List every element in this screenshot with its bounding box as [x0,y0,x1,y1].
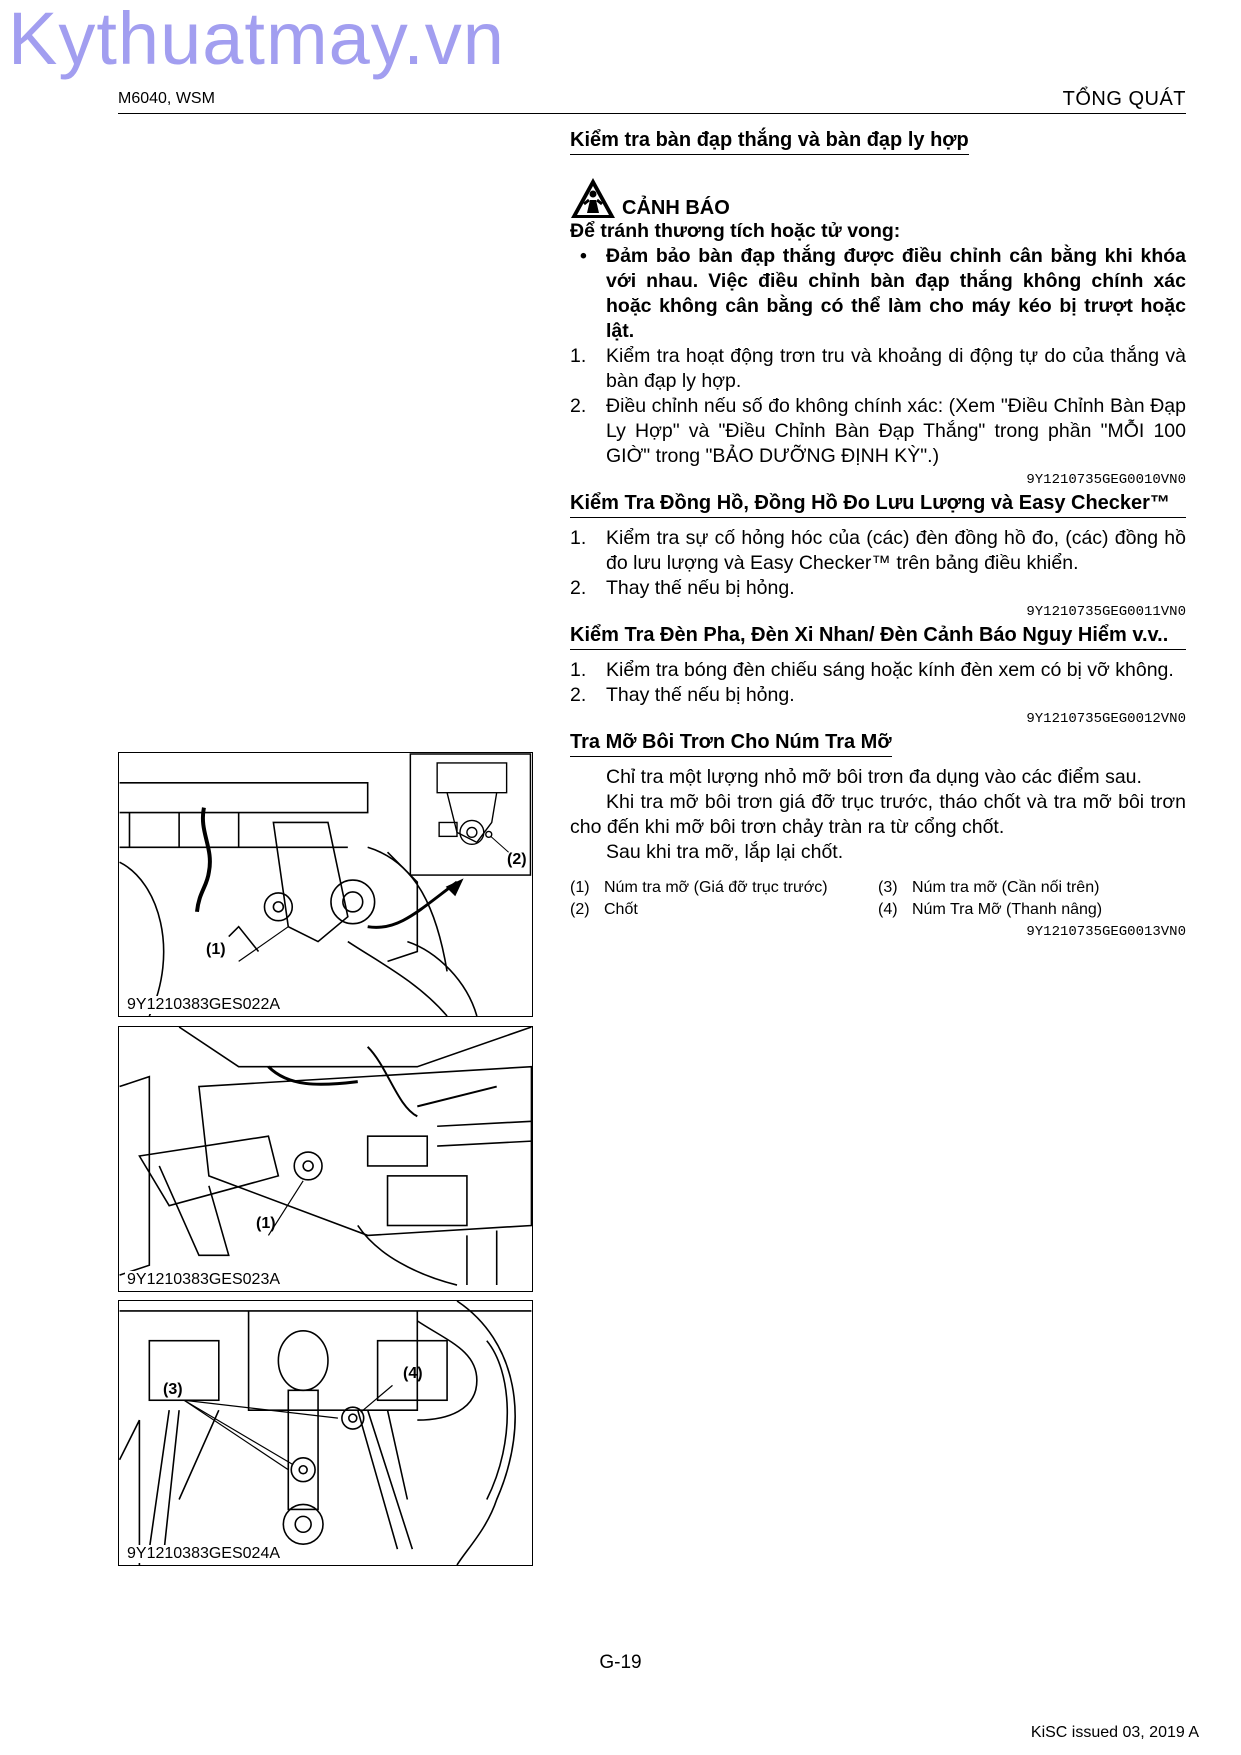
step-text: Thay thế nếu bị hỏng. [606,577,795,599]
step-number: 2. [570,577,587,599]
figure-front-axle-under [118,1026,533,1292]
legend-item [878,877,1186,899]
section-brake-clutch [570,128,1186,489]
step-text: Thay thế nếu bị hỏng. [606,684,795,706]
figure-illustration [119,753,532,1016]
page-number: G-19 [599,1652,642,1673]
legend-text: Núm Tra Mỡ (Thanh nâng) [912,901,1103,918]
step-number: 1. [570,345,587,367]
warning-subtitle: Để tránh thương tích hoặc tử vong: [570,220,901,242]
figure-illustration [119,1301,532,1565]
step-item [570,394,1186,469]
bullet-dot: • [580,245,587,267]
step-item [570,576,1186,601]
figure-three-point-hitch [118,1300,533,1566]
step-text: Kiểm tra sự cố hỏng hóc của (các) đèn đồng hồ đo, (các) đồng hồ đo lưu lượng và Easy Checker™ trên bảng điều khiển. [606,527,1186,574]
paragraph: Khi tra mỡ bôi trơn giá đỡ trục trước, tháo chốt và tra mỡ bôi trơn cho đến khi mỡ bôi trơn chảy tràn ra từ cổng chốt. [570,791,1186,838]
section-title: Kiểm Tra Đồng Hồ, Đồng Hồ Đo Lưu Lượng và Easy Checker™ [570,491,1186,518]
legend-number: (4) [878,901,898,918]
step-number: 1. [570,659,587,681]
legend-item [570,899,878,921]
legend-item [570,877,878,899]
doc-code: 9Y1210735GEG0012VN0 [1026,711,1186,727]
warning-header [570,177,1186,219]
paragraph: Sau khi tra mỡ, lắp lại chốt. [606,841,844,863]
figure-code: 9Y1210383GES023A [127,1271,281,1288]
figure-illustration [119,1027,532,1291]
bullet-text: Đảm bảo bàn đạp thắng được điều chỉnh cân bằng khi khóa với nhau. Việc điều chỉnh bàn đạp thắng không chính xác hoặc không cân bằng có thể làm cho máy kéo bị trượt hoặc lật. [606,245,1186,342]
figure-code: 9Y1210383GES022A [127,996,281,1013]
step-item [570,683,1186,708]
callout-1: (1) [256,1215,276,1232]
legend-text: Núm tra mỡ (Cần nối trên) [912,879,1100,896]
paragraph: Chỉ tra một lượng nhỏ mỡ bôi trơn đa dụng vào các điểm sau. [606,766,1142,788]
step-number: 2. [570,395,587,417]
legend-number: (1) [570,879,590,896]
doc-code: 9Y1210735GEG0011VN0 [1026,604,1186,620]
section-gauges [570,491,1186,621]
step-text: Kiểm tra hoạt động trơn tru và khoảng di động tự do của thắng và bàn đạp ly hợp. [606,345,1186,392]
legend-number: (3) [878,879,898,896]
section-title: Kiểm tra bàn đạp thắng và bàn đạp ly hợp [570,128,969,155]
header-section: TỔNG QUÁT [1062,88,1186,110]
figure-code: 9Y1210383GES024A [127,1545,281,1562]
callout-4: (4) [403,1365,423,1382]
step-item [570,344,1186,394]
doc-code: 9Y1210735GEG0010VN0 [1026,472,1186,488]
watermark: Kythuatmay.vn [8,0,505,80]
text-column [570,128,1186,943]
legend-number: (2) [570,901,590,918]
warning-label: CẢNH BÁO [622,197,730,219]
header-rule [118,113,1186,114]
doc-code: 9Y1210735GEG0013VN0 [1026,924,1186,940]
callout-1: (1) [206,941,226,958]
step-number: 1. [570,527,587,549]
section-grease [570,730,1186,941]
warning-icon [570,177,616,219]
step-text: Điều chỉnh nếu số đo không chính xác: (Xem "Điều Chỉnh Bàn Đạp Ly Hợp" và "Điều Chỉnh Bàn Đạp Thắng" trong phần "MỖI 100 GIỜ" trong "BẢO DƯỠNG ĐỊNH KỲ".) [606,395,1186,467]
step-number: 2. [570,684,587,706]
legend-text: Núm tra mỡ (Giá đỡ trục trước) [604,879,828,896]
legend [570,877,1186,921]
legend-text: Chốt [604,901,638,918]
section-lights [570,623,1186,728]
step-item [570,658,1186,683]
header-model: M6040, WSM [118,90,215,107]
step-text: Kiểm tra bóng đèn chiếu sáng hoặc kính đèn xem có bị vỡ không. [606,659,1174,681]
legend-item [878,899,1186,921]
warning-bullet [570,244,1186,344]
issued-label: KiSC issued 03, 2019 A [1030,1724,1199,1741]
figure-front-axle-support [118,752,533,1017]
section-title: Kiểm Tra Đèn Pha, Đèn Xi Nhan/ Đèn Cảnh Báo Nguy Hiểm v.v.. [570,623,1186,650]
callout-2: (2) [507,851,527,868]
section-title: Tra Mỡ Bôi Trơn Cho Núm Tra Mỡ [570,730,892,757]
step-item [570,526,1186,576]
callout-3: (3) [163,1381,183,1398]
